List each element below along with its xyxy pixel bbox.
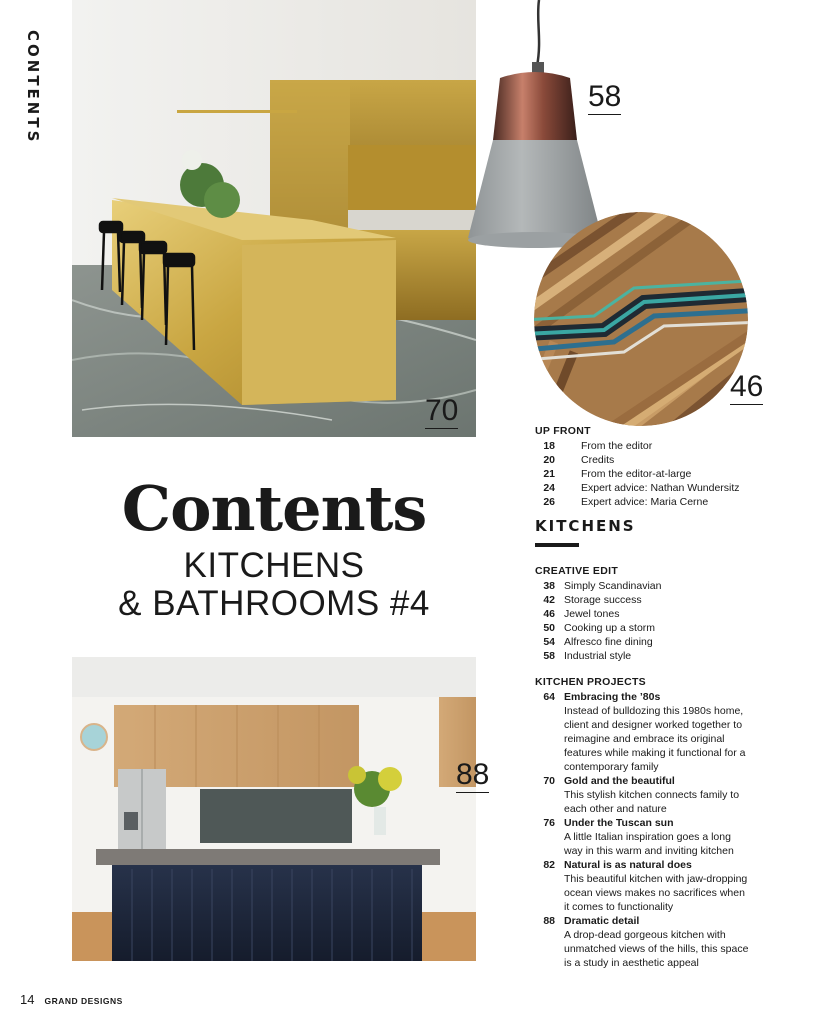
toc-entry-description: This beautiful kitchen with jaw-dropping ocean views makes no sacrifices when it comes to functionality bbox=[564, 873, 748, 913]
toc-entry[interactable] bbox=[535, 495, 805, 509]
toc-entry-title: Jewel tones bbox=[564, 608, 620, 620]
wood-kitchen-photo bbox=[72, 657, 476, 961]
toc-entry-title: Dramatic detail bbox=[564, 915, 640, 927]
toc-page-number: 20 bbox=[543, 454, 555, 466]
toc-page-number: 58 bbox=[543, 650, 555, 662]
toc-entry-title: From the editor-at-large bbox=[581, 468, 692, 480]
toc-entry[interactable] bbox=[535, 453, 805, 467]
toc-entry-title: Natural is as natural does bbox=[564, 859, 692, 871]
toc-entry-title: Cooking up a storm bbox=[564, 622, 656, 634]
page-title: Contents bbox=[121, 472, 427, 545]
toc-kitchen-projects bbox=[535, 675, 750, 970]
toc-entry[interactable] bbox=[535, 858, 750, 914]
title-block bbox=[72, 472, 476, 623]
pendant-lamp-image bbox=[462, 0, 608, 258]
pendant-lamp-photo bbox=[462, 0, 608, 258]
gold-kitchen-photo bbox=[72, 0, 476, 437]
toc-entry[interactable] bbox=[535, 816, 750, 858]
gold-kitchen-page-number: 70 bbox=[425, 394, 459, 427]
toc-entry-description: This stylish kitchen connects family to each other and nature bbox=[564, 789, 740, 815]
toc-page-number: 50 bbox=[543, 622, 555, 634]
issue-subtitle-line2: & BATHROOMS #4 bbox=[118, 583, 430, 623]
page-footer bbox=[20, 992, 123, 1007]
toc-entry[interactable] bbox=[535, 467, 805, 481]
wood-kitchen-page-number: 88 bbox=[456, 758, 490, 791]
toc-entry-title: Under the Tuscan sun bbox=[564, 817, 674, 829]
pendant-lamp-page-number: 58 bbox=[588, 80, 622, 113]
toc-entry-title: Expert advice: Nathan Wundersitz bbox=[581, 482, 740, 494]
toc-entry[interactable] bbox=[535, 774, 750, 816]
footer-page-number: 14 bbox=[20, 992, 35, 1007]
toc-page-number: 21 bbox=[543, 468, 555, 480]
toc-entry[interactable] bbox=[535, 914, 750, 970]
toc-entry-title: Simply Scandinavian bbox=[564, 580, 662, 592]
toc-entry-title: From the editor bbox=[581, 440, 653, 452]
toc-entry[interactable] bbox=[535, 621, 805, 635]
toc-entry[interactable] bbox=[535, 439, 805, 453]
gold-kitchen-image bbox=[72, 0, 476, 437]
toc-page-number: 46 bbox=[543, 608, 555, 620]
toc-creative-edit bbox=[535, 564, 805, 663]
toc-heading-creative-edit: CREATIVE EDIT bbox=[535, 565, 619, 577]
wood-kitchen-image bbox=[72, 657, 476, 961]
toc-page-number: 24 bbox=[543, 482, 555, 494]
toc-page-number: 70 bbox=[543, 775, 555, 787]
toc-page-number: 76 bbox=[543, 817, 555, 829]
toc-entry-title: Expert advice: Maria Cerne bbox=[581, 496, 709, 508]
toc-heading-kitchen-projects: KITCHEN PROJECTS bbox=[535, 676, 646, 688]
toc-entry-description: A drop-dead gorgeous kitchen with unmatched views of the hills, this space is a study in aesthetic appeal bbox=[564, 929, 749, 969]
toc-entry[interactable] bbox=[535, 649, 805, 663]
toc-entry-title: Gold and the beautiful bbox=[564, 775, 675, 787]
toc-entry[interactable] bbox=[535, 635, 805, 649]
wood-art-photo bbox=[534, 212, 748, 426]
toc-heading-up-front: UP FRONT bbox=[535, 425, 591, 437]
toc-entry-description: A little Italian inspiration goes a long way in this warm and inviting kitchen bbox=[564, 831, 734, 857]
toc-page-number: 42 bbox=[543, 594, 555, 606]
wood-art-image bbox=[534, 212, 748, 426]
side-label: CONTENTS bbox=[24, 30, 42, 145]
toc-entry[interactable] bbox=[535, 481, 805, 495]
toc-page-number: 82 bbox=[543, 859, 555, 871]
toc-entry[interactable] bbox=[535, 607, 805, 621]
toc-page-number: 18 bbox=[543, 440, 555, 452]
toc-up-front bbox=[535, 424, 805, 509]
wood-art-page-number: 46 bbox=[730, 370, 764, 403]
toc-page-number: 64 bbox=[543, 691, 555, 703]
toc-entry[interactable] bbox=[535, 593, 805, 607]
toc-entry-description: Instead of bulldozing this 1980s home, client and designer worked together to reimagine and embrace its original features while making it functional for a contemporary family bbox=[564, 705, 746, 773]
toc-page-number: 38 bbox=[543, 580, 555, 592]
toc-entry-title: Credits bbox=[581, 454, 615, 466]
toc-entry-title: Industrial style bbox=[564, 650, 632, 662]
toc-page-number: 88 bbox=[543, 915, 555, 927]
footer-magazine-name: GRAND DESIGNS bbox=[44, 996, 123, 1006]
toc-page-number: 26 bbox=[543, 496, 555, 508]
toc-entry-title: Embracing the ’80s bbox=[564, 691, 661, 703]
toc-entry[interactable] bbox=[535, 579, 805, 593]
section-rule bbox=[535, 543, 579, 547]
toc-entry-title: Alfresco fine dining bbox=[564, 636, 653, 648]
toc-entry-title: Storage success bbox=[564, 594, 642, 606]
section-title-kitchens: KITCHENS bbox=[535, 517, 636, 535]
toc-page-number: 54 bbox=[543, 636, 555, 648]
issue-subtitle-line1: KITCHENS bbox=[183, 546, 365, 586]
toc-entry[interactable] bbox=[535, 690, 750, 774]
